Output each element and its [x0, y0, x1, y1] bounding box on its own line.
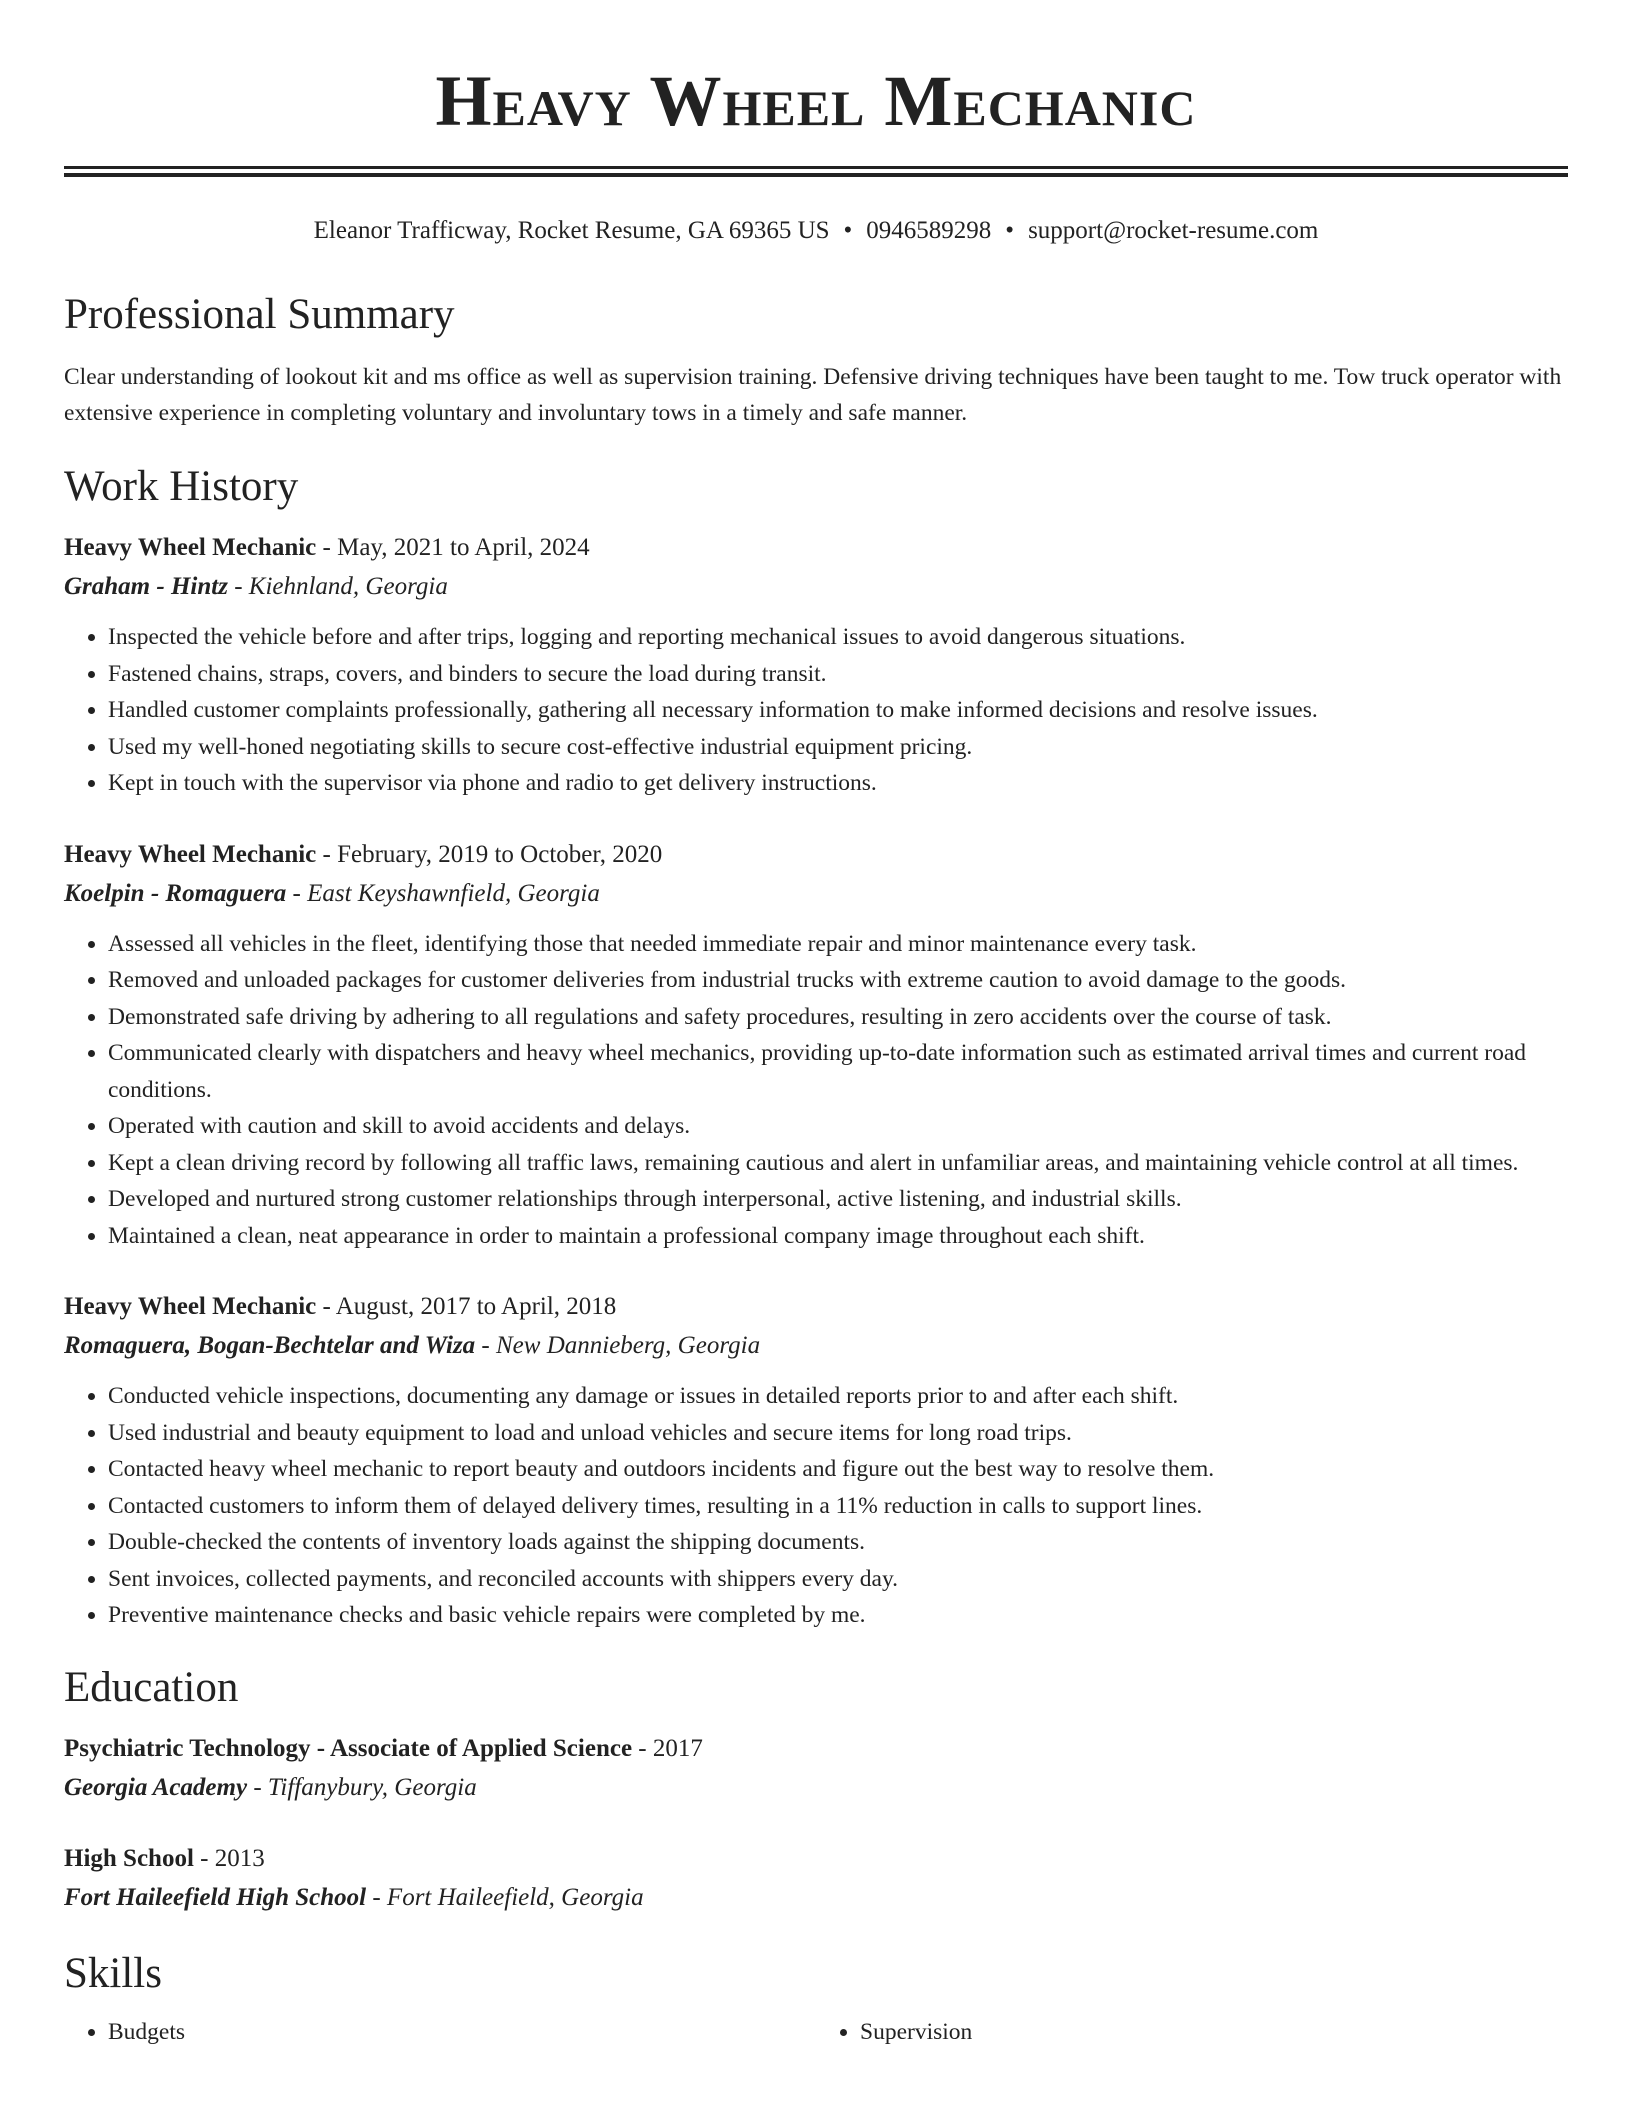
job-bullet: • Used my well-honed negotiating skills to secure cost-effective industrial equipment pricing. [108, 729, 1568, 766]
education-school-line [64, 1768, 1568, 1808]
job-bullet: • Removed and unloaded packages for customer deliveries from industrial trucks with extreme caution to avoid damage to the goods. [108, 962, 1568, 999]
job-title-line [64, 836, 1568, 874]
skill-item: • Budgets [108, 2014, 816, 2050]
job-bullet: • Communicated clearly with dispatchers and heavy wheel mechanics, providing up-to-date information such as estimated arrival times and current road conditions. [108, 1035, 1568, 1108]
job-bullet: • Fastened chains, straps, covers, and binders to secure the load during transit. [108, 656, 1568, 693]
education-degree: High School [64, 1844, 194, 1872]
job-position: Heavy Wheel Mechanic [64, 1293, 317, 1320]
work-history-heading: Work History [64, 463, 299, 510]
skill-item: • Supervision [860, 2014, 1568, 2050]
job-dates: - May, 2021 to April, 2024 [316, 534, 590, 561]
header-divider [64, 166, 1568, 177]
job-dates: - August, 2017 to April, 2018 [316, 1293, 617, 1320]
contact-email: support@rocket-resume.com [1028, 217, 1319, 244]
job-bullet: • Developed and nurtured strong customer relationships through interpersonal, active listening, and industrial skills. [108, 1181, 1568, 1218]
job-bullet: • Kept a clean driving record by following all traffic laws, remaining cautious and alert in unfamiliar areas, and maintaining vehicle control at all times. [108, 1145, 1568, 1182]
job-bullet: • Demonstrated safe driving by adhering to all regulations and safety procedures, resulting in zero accidents over the course of task. [108, 999, 1568, 1036]
job-title-line [64, 1288, 1568, 1326]
skills-heading: Skills [64, 1949, 162, 1997]
contact-separator: • [1005, 217, 1015, 244]
job-bullet: • Handled customer complaints professionally, gathering all necessary information to make informed decisions and resolve issues. [108, 692, 1568, 729]
job-bullet: • Operated with caution and skill to avoid accidents and delays. [108, 1108, 1568, 1145]
job-bullet: • Used industrial and beauty equipment to load and unload vehicles and secure items for long road trips. [108, 1415, 1568, 1452]
job-bullets [64, 1378, 1568, 1634]
education-degree-line [64, 1730, 1568, 1768]
education-year: - 2013 [193, 1844, 265, 1872]
education-entry [64, 1730, 1568, 1808]
job-bullets [64, 619, 1568, 802]
education-school: Georgia Academy [64, 1773, 248, 1801]
job-bullet: • Contacted heavy wheel mechanic to report beauty and outdoors incidents and figure out the best way to resolve them. [108, 1451, 1568, 1488]
contact-separator: • [843, 217, 853, 244]
summary-text: Clear understanding of lookout kit and ms office as well as supervision training. Defensive driving techniques have been taught to me. Tow truck operator with extensive experience in completing voluntary and involuntary tows in a timely and safe manner. [64, 364, 1562, 426]
education-school-line [64, 1878, 1568, 1918]
education-location: - Fort Haileefield, Georgia [366, 1883, 644, 1911]
job-location: - New Dannieberg, Georgia [475, 1332, 761, 1359]
education-year: - 2017 [632, 1734, 703, 1762]
job-bullet: • Conducted vehicle inspections, documenting any damage or issues in detailed reports prior to and after each shift. [108, 1378, 1568, 1415]
job-title-line [64, 529, 1568, 567]
job-bullet: • Inspected the vehicle before and after trips, logging and reporting mechanical issues to avoid dangerous situations. [108, 619, 1568, 656]
education-entry [64, 1840, 1568, 1918]
job-company: Romaguera, Bogan-Bechtelar and Wiza [64, 1332, 476, 1359]
contact-address: Eleanor Trafficway, Rocket Resume, GA 69365 US [313, 217, 830, 244]
job-entry [64, 836, 1568, 1255]
job-bullets [64, 926, 1568, 1255]
job-company: Graham - Hintz [64, 573, 228, 600]
job-bullet: • Preventive maintenance checks and basic vehicle repairs were completed by me. [108, 1597, 1568, 1634]
education-heading: Education [64, 1663, 239, 1711]
job-entry [64, 1288, 1568, 1634]
job-company: Koelpin - Romaguera [64, 879, 287, 907]
job-bullet: • Kept in touch with the supervisor via phone and radio to get delivery instructions. [108, 765, 1568, 802]
skills-list [64, 2014, 1568, 2050]
job-position: Heavy Wheel Mechanic [64, 840, 317, 868]
job-location: - East Keyshawnfield, Georgia [286, 879, 600, 907]
job-bullet: • Double-checked the contents of inventory loads against the shipping documents. [108, 1524, 1568, 1561]
job-bullet: • Maintained a clean, neat appearance in order to maintain a professional company image throughout each shift. [108, 1218, 1568, 1255]
job-dates: - February, 2019 to October, 2020 [316, 840, 663, 868]
job-company-line [64, 874, 1568, 914]
education-degree: Psychiatric Technology - Associate of Applied Science [64, 1734, 633, 1762]
skills-column-right [816, 2014, 1568, 2050]
job-bullet: • Assessed all vehicles in the fleet, identifying those that needed immediate repair and minor maintenance every task. [108, 926, 1568, 963]
job-position: Heavy Wheel Mechanic [64, 534, 317, 561]
skills-column-left [64, 2014, 816, 2050]
summary-heading: Professional Summary [64, 291, 455, 338]
job-company-line [64, 567, 1568, 607]
job-company-line [64, 1326, 1568, 1366]
resume-name: Heavy Wheel Mechanic [435, 61, 1197, 141]
job-bullet: • Sent invoices, collected payments, and reconciled accounts with shippers every day. [108, 1561, 1568, 1598]
contact-phone: 0946589298 [866, 217, 992, 244]
education-school: Fort Haileefield High School [64, 1883, 367, 1911]
job-entry [64, 529, 1568, 802]
job-bullet: • Contacted customers to inform them of delayed delivery times, resulting in a 11% reduction in calls to support lines. [108, 1488, 1568, 1525]
education-location: - Tiffanybury, Georgia [247, 1773, 477, 1801]
education-degree-line [64, 1840, 1568, 1878]
contact-line [64, 215, 1568, 247]
job-location: - Kiehnland, Georgia [227, 573, 448, 600]
